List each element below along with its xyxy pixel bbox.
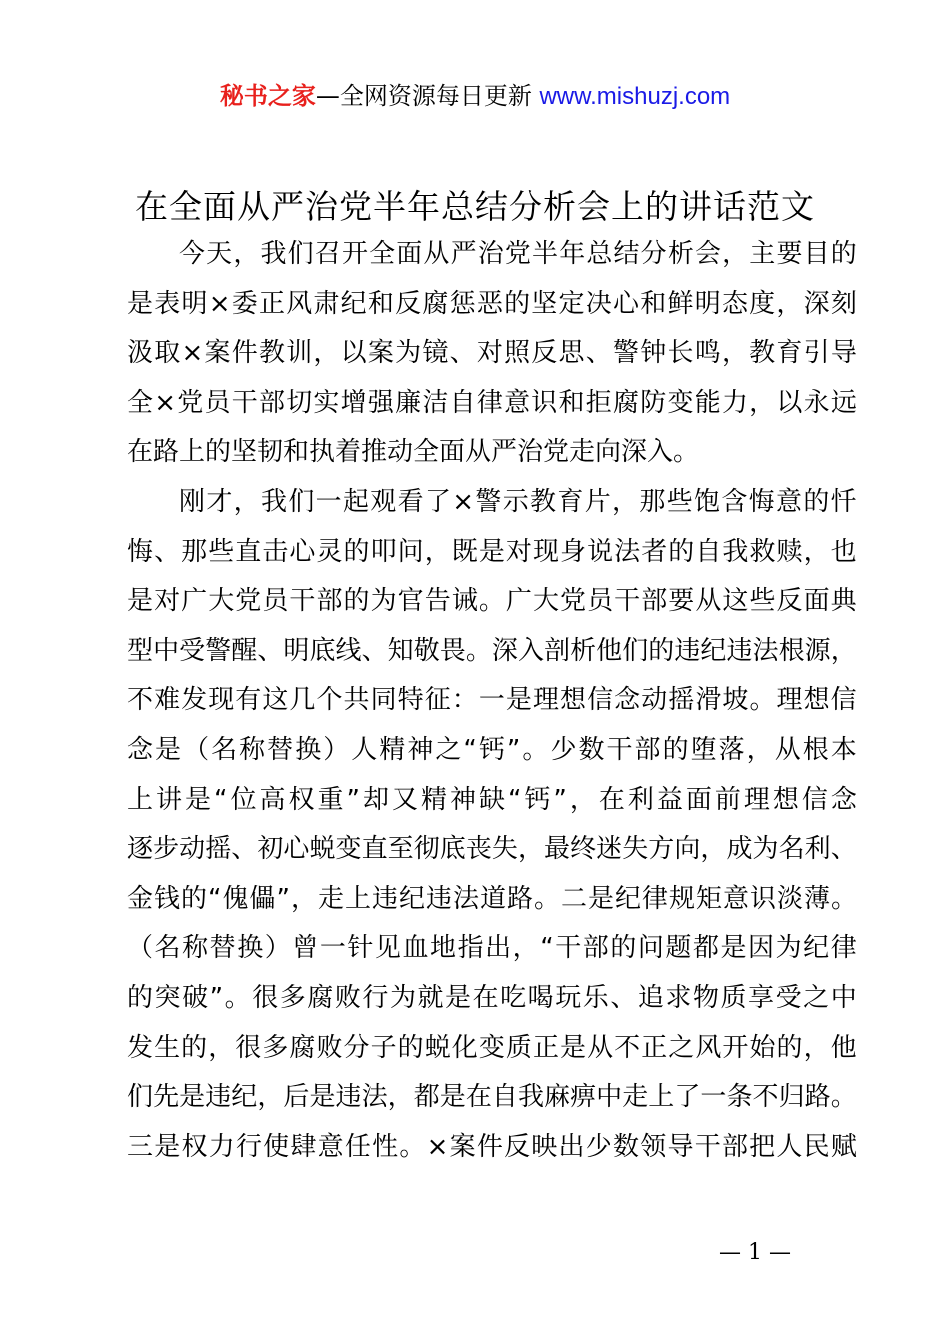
text-line: 是 对 广 大 党 员 干 部 的 为 官 告 诫 。 广 大 党 员 干 部 要 从 这 些 反 面 典 [127,586,857,617]
site-brand: 秘书之家 [219,82,316,110]
text-line: 金 钱 的 “ 傀 儡 ” ， 走 上 违 纪 违 法 道 路 。 二 是 纪 律 规 矩 意 识 淡 薄 。 [127,883,857,914]
text-line: 的 突 破 ” 。 很 多 腐 败 行 为 就 是 在 吃 喝 玩 乐 、 追 求 物 质 享 受 之 中 [127,982,857,1013]
text-line: 刚 才 ， 我 们 一 起 观 看 了 × 警 示 教 育 片 ， 那 些 饱 含 悔 意 的 忏 [179,486,857,517]
text-line: 发 生 的 ， 很 多 腐 败 分 子 的 蜕 化 变 质 正 是 从 不 正 之 风 开 始 的 ， 他 [127,1032,857,1063]
site-tagline: —全网资源每日更新 [315,82,540,110]
text-line: 念 是 （ 名 称 替 换 ） 人 精 神 之 “ 钙 ” 。 少 数 干 部 的 堕 落 ， 从 根 本 [127,734,857,765]
site-url[interactable]: www.mishuzj.com [539,83,731,110]
text-line: 悔 、 那 些 直 击 心 灵 的 叩 问 ， 既 是 对 现 身 说 法 者 的 自 我 救 赎 ， 也 [127,536,857,567]
paragraph-2 [127,478,857,1172]
text-line: 型 中 受 警 醒 、 明 底 线 、 知 敬 畏 。 深 入 剖 析 他 们 的 违 纪 违 法 根 源 ， [127,635,857,666]
document-body [127,230,857,1172]
text-line: 在路上的坚韧和执着推动全面从严治党走向深入。 [127,437,700,468]
text-line: 汲 取 × 案 件 教 训 ， 以 案 为 镜 、 对 照 反 思 、 警 钟 长 鸣 ， 教 育 引 导 [127,338,857,369]
text-line: 逐 步 动 摇 、 初 心 蜕 变 直 至 彻 底 丧 失 ， 最 终 迷 失 方 向 ， 成 为 名 利 、 [127,834,857,865]
text-line: 三 是 权 力 行 使 肆 意 任 性 。 × 案 件 反 映 出 少 数 领 导 干 部 把 人 民 赋 [127,1131,857,1162]
document-title: 在全面从严治党半年总结分析会上的讲话范文 [135,187,815,226]
page-number: — 1 — [719,1240,791,1265]
text-line: 全 × 党 员 干 部 切 实 增 强 廉 洁 自 律 意 识 和 拒 腐 防 变 能 力 ， 以 永 远 [127,387,857,418]
text-line: （ 名 称 替 换 ） 曾 一 针 见 血 地 指 出 ， “ 干 部 的 问 题 都 是 因 为 纪 律 [127,933,857,964]
text-line: 是 表 明 × 委 正 风 肃 纪 和 反 腐 惩 恶 的 坚 定 决 心 和 鲜 明 态 度 ， 深 刻 [127,288,857,319]
paragraph-1 [127,230,857,478]
text-line: 今 天 ， 我 们 召 开 全 面 从 严 治 党 半 年 总 结 分 析 会 ， 主 要 目 的 [179,239,857,269]
text-line: 上 讲 是 “ 位 高 权 重 ” 却 又 精 神 缺 “ 钙 ” ， 在 利 益 面 前 理 想 信 念 [127,784,857,815]
text-line: 们 先 是 违 纪 ， 后 是 违 法 ， 都 是 在 自 我 麻 痹 中 走 上 了 一 条 不 归 路 。 [127,1082,857,1113]
text-line: 不 难 发 现 有 这 几 个 共 同 特 征 ： 一 是 理 想 信 念 动 摇 滑 坡 。 理 想 信 [127,685,857,716]
site-header [0,80,950,113]
